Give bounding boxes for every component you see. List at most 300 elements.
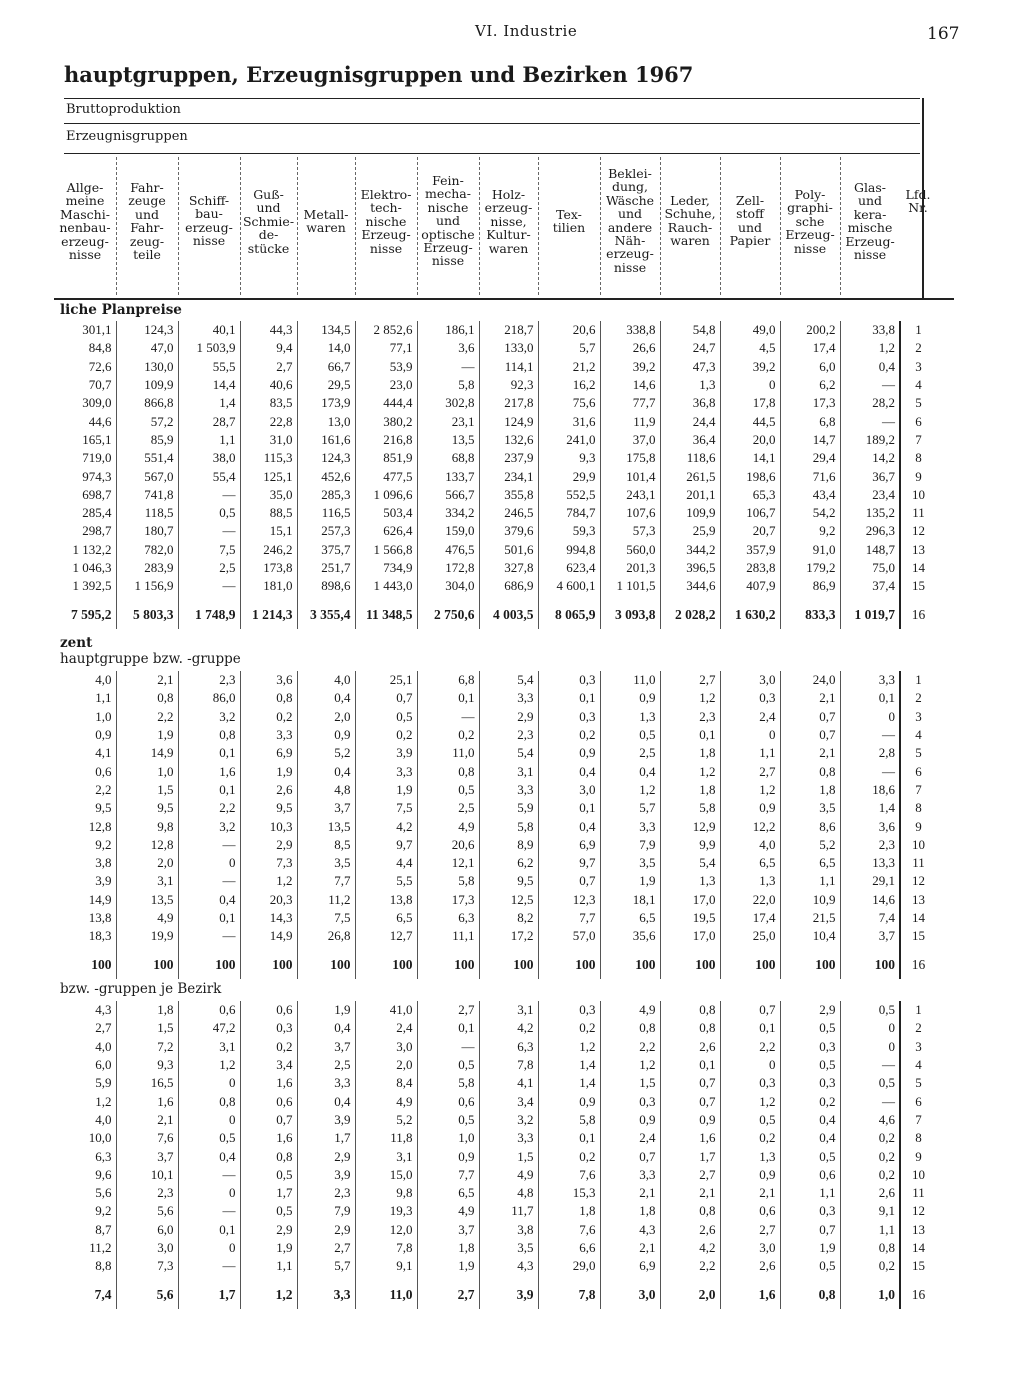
table-cell: 3,3 — [479, 689, 538, 707]
table-cell: 1,0 — [417, 1129, 479, 1147]
table-cell: 172,8 — [417, 559, 479, 577]
table-row — [54, 504, 936, 522]
table-cell: 0,1 — [417, 689, 479, 707]
table-cell: 125,1 — [240, 467, 297, 485]
table-row — [54, 1202, 936, 1220]
table-cell: 3 093,8 — [600, 595, 660, 629]
table-cell: — — [178, 577, 240, 595]
table-cell: 0,1 — [538, 689, 600, 707]
table-row — [54, 1257, 936, 1275]
table-cell: 261,5 — [660, 467, 720, 485]
table-cell: 0,6 — [417, 1092, 479, 1110]
table-cell: 9,8 — [116, 817, 178, 835]
table-cell: 1,6 — [660, 1129, 720, 1147]
table-cell: 5,9 — [95, 1075, 112, 1091]
table-cell: 2,2 — [116, 708, 178, 726]
table-total-row — [54, 945, 936, 979]
table-cell: 0,7 — [240, 1111, 297, 1129]
table-cell: 17,4 — [720, 909, 780, 927]
table-cell: 3,1 — [479, 762, 538, 780]
table-cell: 1,8 — [660, 781, 720, 799]
table-cell: — — [178, 927, 240, 945]
table-cell: 0,1 — [417, 1019, 479, 1037]
table-cell: 4,0 — [95, 1111, 112, 1127]
table-cell: 1,1 — [178, 431, 240, 449]
table-cell: 2,1 — [600, 1184, 660, 1202]
table-row — [54, 431, 936, 449]
table-cell: 8,4 — [355, 1074, 417, 1092]
table-cell: 0,5 — [720, 1111, 780, 1129]
table-cell: 12,1 — [417, 854, 479, 872]
table-cell: 3,0 — [355, 1038, 417, 1056]
table-cell: 118,6 — [660, 449, 720, 467]
table-cell: 5,8 — [417, 1074, 479, 1092]
table-cell: 4,5 — [720, 339, 780, 357]
column-divider — [660, 157, 661, 295]
table-cell: 133,0 — [479, 339, 538, 357]
lfd-nr-cell: 8 — [900, 1129, 936, 1147]
table-cell: 106,7 — [720, 504, 780, 522]
table-cell: 24,0 — [780, 671, 840, 689]
lfd-nr-cell: 7 — [900, 431, 936, 449]
table-cell: 2,0 — [297, 708, 355, 726]
table-cell: 0,3 — [600, 1092, 660, 1110]
table-cell: 0 — [720, 376, 780, 394]
lfd-nr-cell: 1 — [900, 321, 936, 339]
table-cell: 0,2 — [840, 1166, 900, 1184]
table-cell: 0,4 — [297, 762, 355, 780]
table-cell: 132,6 — [479, 431, 538, 449]
table-cell: 44,6 — [88, 413, 112, 429]
table-row — [54, 1147, 936, 1165]
table-cell: 181,0 — [240, 577, 297, 595]
column-header-7: Fein- mecha- nische und optische Erzeug- nisse — [421, 173, 475, 269]
table-cell: 6,0 — [95, 1057, 112, 1073]
table-cell: 6,5 — [600, 909, 660, 927]
table-row — [54, 358, 936, 376]
table-cell: 5,6 — [116, 1275, 178, 1309]
table-cell: — — [840, 762, 900, 780]
table-cell: 4,8 — [479, 1184, 538, 1202]
table-cell: 1,2 — [840, 339, 900, 357]
table-cell: 77,1 — [355, 339, 417, 357]
section-2-subtitle: hauptgruppe bzw. -gruppe — [60, 651, 241, 667]
table-cell: 40,1 — [178, 321, 240, 339]
table-cell: 0,8 — [660, 1202, 720, 1220]
table-cell: 1,6 — [178, 762, 240, 780]
lfd-nr-cell: 7 — [900, 1111, 936, 1129]
table-cell: 7,4 — [840, 909, 900, 927]
table-cell: 1,9 — [355, 781, 417, 799]
table-cell: 2,4 — [720, 708, 780, 726]
table-cell: 1,5 — [116, 781, 178, 799]
table-cell: 7,8 — [355, 1239, 417, 1257]
table-cell: 344,6 — [660, 577, 720, 595]
table-row — [54, 412, 936, 430]
table-cell: 0,5 — [417, 781, 479, 799]
table-cell: 1,2 — [660, 762, 720, 780]
table-cell: 444,4 — [355, 394, 417, 412]
table-cell: 0,2 — [538, 726, 600, 744]
table-cell: 18,1 — [600, 891, 660, 909]
section-3-title: bzw. -gruppen je Bezirk — [60, 981, 222, 997]
table-row — [54, 522, 936, 540]
table-cell: 15,3 — [538, 1184, 600, 1202]
table-cell: 9,5 — [116, 799, 178, 817]
table-cell: 5,4 — [479, 671, 538, 689]
table-cell: 501,6 — [479, 541, 538, 559]
table-cell: 5,7 — [600, 799, 660, 817]
table-cell: 1,2 — [600, 781, 660, 799]
column-header-lfd-nr: Lfd. Nr. — [905, 187, 931, 216]
lfd-nr-cell: 1 — [900, 671, 936, 689]
table-cell: 4 003,5 — [479, 595, 538, 629]
table-cell: 237,9 — [479, 449, 538, 467]
table-cell: 0,1 — [178, 1221, 240, 1239]
table-cell: 0,5 — [178, 504, 240, 522]
table-row — [54, 1221, 936, 1239]
table-cell: 3,7 — [297, 1038, 355, 1056]
table-cell: 0,2 — [240, 1038, 297, 1056]
table-cell: 217,8 — [479, 394, 538, 412]
table-cell: 6,3 — [95, 1148, 112, 1164]
table-cell: 1,6 — [116, 1092, 178, 1110]
table-cell: 3,6 — [240, 671, 297, 689]
column-divider — [355, 157, 356, 295]
table-cell: 0,9 — [95, 727, 112, 743]
table-cell: — — [178, 872, 240, 890]
table-cell: 11 348,5 — [355, 595, 417, 629]
table-cell: 1,7 — [297, 1129, 355, 1147]
table-cell: 0 — [178, 1111, 240, 1129]
table-cell: 309,0 — [82, 395, 112, 411]
table-cell: 0,4 — [178, 1147, 240, 1165]
table-cell: 2,1 — [600, 1239, 660, 1257]
table-cell: 17,0 — [660, 927, 720, 945]
table-cell: 9,2 — [95, 836, 112, 852]
column-header-1: Allge- meine Maschi- nenbau- erzeug- nisse — [59, 180, 111, 263]
table-cell: 1,8 — [538, 1202, 600, 1220]
table-cell: 0,3 — [240, 1019, 297, 1037]
table-cell: 0,3 — [780, 1202, 840, 1220]
table-row — [54, 1129, 936, 1147]
table-cell: 2,0 — [355, 1056, 417, 1074]
table-cell: 0,8 — [240, 689, 297, 707]
table-cell: 2,9 — [297, 1221, 355, 1239]
table-cell: 8,6 — [780, 817, 840, 835]
table-cell: 25,1 — [355, 671, 417, 689]
table-cell: 1,2 — [240, 1275, 297, 1309]
table-cell: 2,2 — [178, 799, 240, 817]
table-cell: 283,9 — [116, 559, 178, 577]
lfd-nr-cell: 6 — [900, 412, 936, 430]
table-cell: 3,0 — [116, 1239, 178, 1257]
table-cell: 6,5 — [355, 909, 417, 927]
table-cell: 0,5 — [780, 1019, 840, 1037]
table-cell: 5,8 — [660, 799, 720, 817]
table-cell: 994,8 — [538, 541, 600, 559]
table-cell: 11,7 — [479, 1202, 538, 1220]
table-cell: 301,1 — [82, 322, 112, 338]
table-cell: 15,1 — [240, 522, 297, 540]
table-cell: 0,1 — [178, 781, 240, 799]
table-cell: 21,2 — [538, 358, 600, 376]
lfd-nr-cell: 11 — [900, 504, 936, 522]
column-divider — [840, 157, 841, 295]
table-cell: 17,4 — [780, 339, 840, 357]
header-rule-3 — [64, 153, 920, 154]
table-cell: 100 — [297, 945, 355, 979]
table-cell: 0,8 — [240, 1147, 297, 1165]
table-cell: 0,3 — [538, 1001, 600, 1019]
table-cell: 12,8 — [116, 836, 178, 854]
table-cell: 2,0 — [116, 854, 178, 872]
table-cell: 0,8 — [600, 1019, 660, 1037]
lfd-nr-cell: 12 — [900, 522, 936, 540]
column-divider — [600, 157, 601, 295]
table-row — [54, 762, 936, 780]
table-cell: 2,9 — [479, 708, 538, 726]
table-cell: 0,5 — [417, 1056, 479, 1074]
table-section-2 — [54, 671, 936, 979]
table-cell: 115,3 — [240, 449, 297, 467]
table-cell: 2,5 — [297, 1056, 355, 1074]
table-cell: 12,3 — [538, 891, 600, 909]
table-cell: 9,3 — [116, 1056, 178, 1074]
column-header-3: Schiff- bau- erzeug- nisse — [185, 193, 233, 249]
table-cell: 7,3 — [116, 1257, 178, 1275]
table-cell: 1 132,2 — [72, 541, 112, 557]
column-divider — [720, 157, 721, 295]
table-cell: 6,5 — [720, 854, 780, 872]
table-cell: 0,5 — [840, 1001, 900, 1019]
table-cell: 118,5 — [116, 504, 178, 522]
table-cell: 3,9 — [95, 873, 112, 889]
table-cell: 10,3 — [240, 817, 297, 835]
table-cell: 2,4 — [355, 1019, 417, 1037]
table-cell: 0,7 — [600, 1147, 660, 1165]
lfd-nr-cell: 1 — [900, 1001, 936, 1019]
table-cell: 107,6 — [600, 504, 660, 522]
table-cell: 5,8 — [417, 872, 479, 890]
lfd-nr-cell: 3 — [900, 1038, 936, 1056]
table-cell: 2,3 — [178, 671, 240, 689]
table-cell: 396,5 — [660, 559, 720, 577]
table-cell: 0,3 — [720, 1074, 780, 1092]
lfd-nr-cell: 5 — [900, 1074, 936, 1092]
table-cell: 59,3 — [538, 522, 600, 540]
table-cell: 0,8 — [780, 1275, 840, 1309]
table-cell: 8 065,9 — [538, 595, 600, 629]
table-cell: 100 — [240, 945, 297, 979]
table-cell: 551,4 — [116, 449, 178, 467]
table-cell: 14,3 — [240, 909, 297, 927]
table-cell: 148,7 — [840, 541, 900, 559]
table-cell: 14,9 — [240, 927, 297, 945]
table-cell: 3,5 — [479, 1239, 538, 1257]
table-cell: 898,6 — [297, 577, 355, 595]
lfd-nr-cell: 15 — [900, 577, 936, 595]
table-cell: 0,2 — [355, 726, 417, 744]
table-cell: 55,5 — [178, 358, 240, 376]
table-cell: 5,2 — [780, 836, 840, 854]
table-cell: 503,4 — [355, 504, 417, 522]
table-cell: 13,5 — [417, 431, 479, 449]
table-cell: 28,7 — [178, 412, 240, 430]
table-cell: 0,1 — [840, 689, 900, 707]
table-cell: 3,3 — [479, 1129, 538, 1147]
table-cell: 1,8 — [116, 1001, 178, 1019]
lfd-nr-cell: 3 — [900, 708, 936, 726]
table-cell: 3,4 — [240, 1056, 297, 1074]
table-row — [54, 467, 936, 485]
table-cell: 304,0 — [417, 577, 479, 595]
table-cell: 24,4 — [660, 412, 720, 430]
table-cell: 216,8 — [355, 431, 417, 449]
table-cell: 47,0 — [116, 339, 178, 357]
table-cell: 2,9 — [780, 1001, 840, 1019]
table-cell: 0,6 — [720, 1202, 780, 1220]
table-cell: 25,0 — [720, 927, 780, 945]
table-cell: 0,9 — [720, 1166, 780, 1184]
lfd-nr-cell: 9 — [900, 1147, 936, 1165]
table-cell: 201,3 — [600, 559, 660, 577]
table-cell: 0,9 — [417, 1147, 479, 1165]
table-cell: 0,4 — [297, 1019, 355, 1037]
table-cell: 0,9 — [600, 689, 660, 707]
table-cell: 0,4 — [840, 358, 900, 376]
table-cell: 218,7 — [479, 321, 538, 339]
table-cell: 3,1 — [116, 872, 178, 890]
table-cell: 14,1 — [720, 449, 780, 467]
table-cell: 2,2 — [720, 1038, 780, 1056]
lfd-nr-cell: 13 — [900, 891, 936, 909]
table-cell: 41,0 — [355, 1001, 417, 1019]
table-cell: 1,6 — [240, 1074, 297, 1092]
table-cell: 19,3 — [355, 1202, 417, 1220]
table-cell: 4,9 — [479, 1166, 538, 1184]
table-cell: 13,0 — [297, 412, 355, 430]
table-cell: 2 852,6 — [355, 321, 417, 339]
table-cell: 344,2 — [660, 541, 720, 559]
table-cell: 1 046,3 — [72, 560, 112, 575]
table-cell: 29,9 — [538, 467, 600, 485]
table-cell: 1,8 — [780, 781, 840, 799]
table-row — [54, 799, 936, 817]
table-cell: 0,3 — [780, 1038, 840, 1056]
table-cell: 246,2 — [240, 541, 297, 559]
table-cell: 23,4 — [840, 486, 900, 504]
table-cell: 23,1 — [417, 412, 479, 430]
table-row — [54, 1092, 936, 1110]
page-number: 167 — [927, 24, 960, 44]
table-cell: 0,6 — [240, 1001, 297, 1019]
table-cell: 9,4 — [240, 339, 297, 357]
table-cell: 1,9 — [240, 1239, 297, 1257]
table-cell: 100 — [660, 945, 720, 979]
table-cell: 0,2 — [780, 1092, 840, 1110]
table-cell: 2,1 — [780, 744, 840, 762]
table-cell: 4,2 — [355, 817, 417, 835]
table-cell: — — [417, 358, 479, 376]
table-cell: 2,7 — [720, 762, 780, 780]
table-cell: 3,0 — [538, 781, 600, 799]
table-cell: 200,2 — [780, 321, 840, 339]
column-header-13: Poly- graphi- sche Erzeug- nisse — [785, 187, 835, 256]
table-cell: 47,3 — [660, 358, 720, 376]
table-cell: 296,3 — [840, 522, 900, 540]
table-cell: 1,1 — [780, 872, 840, 890]
table-row — [54, 1001, 936, 1019]
table-cell: 782,0 — [116, 541, 178, 559]
table-cell: 6,8 — [780, 412, 840, 430]
table-cell: 2,1 — [116, 671, 178, 689]
table-cell: 257,3 — [297, 522, 355, 540]
table-cell: 4,6 — [840, 1111, 900, 1129]
table-cell: 0,4 — [538, 817, 600, 835]
table-cell: 0,1 — [660, 1056, 720, 1074]
table-cell: 12,7 — [355, 927, 417, 945]
table-cell: 0,3 — [720, 689, 780, 707]
table-cell: 0,9 — [720, 799, 780, 817]
table-cell: 0,3 — [780, 1074, 840, 1092]
table-cell: 3,2 — [178, 817, 240, 835]
table-cell: 8,2 — [479, 909, 538, 927]
table-cell: 159,0 — [417, 522, 479, 540]
table-cell: 1,2 — [178, 1056, 240, 1074]
table-cell: 0,8 — [840, 1239, 900, 1257]
table-cell: 5,8 — [417, 376, 479, 394]
table-cell: 0,1 — [178, 744, 240, 762]
table-cell: 14,6 — [840, 891, 900, 909]
table-cell: 15,0 — [355, 1166, 417, 1184]
table-cell: 22,8 — [240, 412, 297, 430]
table-cell: 116,5 — [297, 504, 355, 522]
table-cell: 3,3 — [479, 781, 538, 799]
table-cell: 18,3 — [88, 928, 112, 944]
table-cell: 698,7 — [82, 486, 112, 502]
lfd-nr-cell: 12 — [900, 872, 936, 890]
table-cell: 75,0 — [840, 559, 900, 577]
table-cell: 1 214,3 — [240, 595, 297, 629]
table-cell: 0 — [178, 1074, 240, 1092]
table-cell: 3,0 — [720, 671, 780, 689]
table-row — [54, 689, 936, 707]
table-cell: 241,0 — [538, 431, 600, 449]
table-cell: 866,8 — [116, 394, 178, 412]
table-cell: 0,8 — [780, 762, 840, 780]
table-cell: 1 443,0 — [355, 577, 417, 595]
table-cell: 4,1 — [479, 1074, 538, 1092]
table-cell: 26,6 — [600, 339, 660, 357]
table-cell: 567,0 — [116, 467, 178, 485]
table-row — [54, 1074, 936, 1092]
lfd-nr-cell: 5 — [900, 394, 936, 412]
table-cell: 1,4 — [538, 1074, 600, 1092]
table-cell: 11,1 — [417, 927, 479, 945]
table-cell: 7,7 — [417, 1166, 479, 1184]
lfd-nr-cell: 2 — [900, 339, 936, 357]
table-cell: 0,5 — [840, 1074, 900, 1092]
table-cell: 0,1 — [538, 799, 600, 817]
table-row — [54, 1166, 936, 1184]
lfd-nr-cell: 13 — [900, 541, 936, 559]
lfd-nr-cell: 10 — [900, 1166, 936, 1184]
lfd-nr-cell: 13 — [900, 1221, 936, 1239]
table-cell: 35,6 — [600, 927, 660, 945]
table-cell: 0,2 — [417, 726, 479, 744]
table-cell: 100 — [780, 945, 840, 979]
